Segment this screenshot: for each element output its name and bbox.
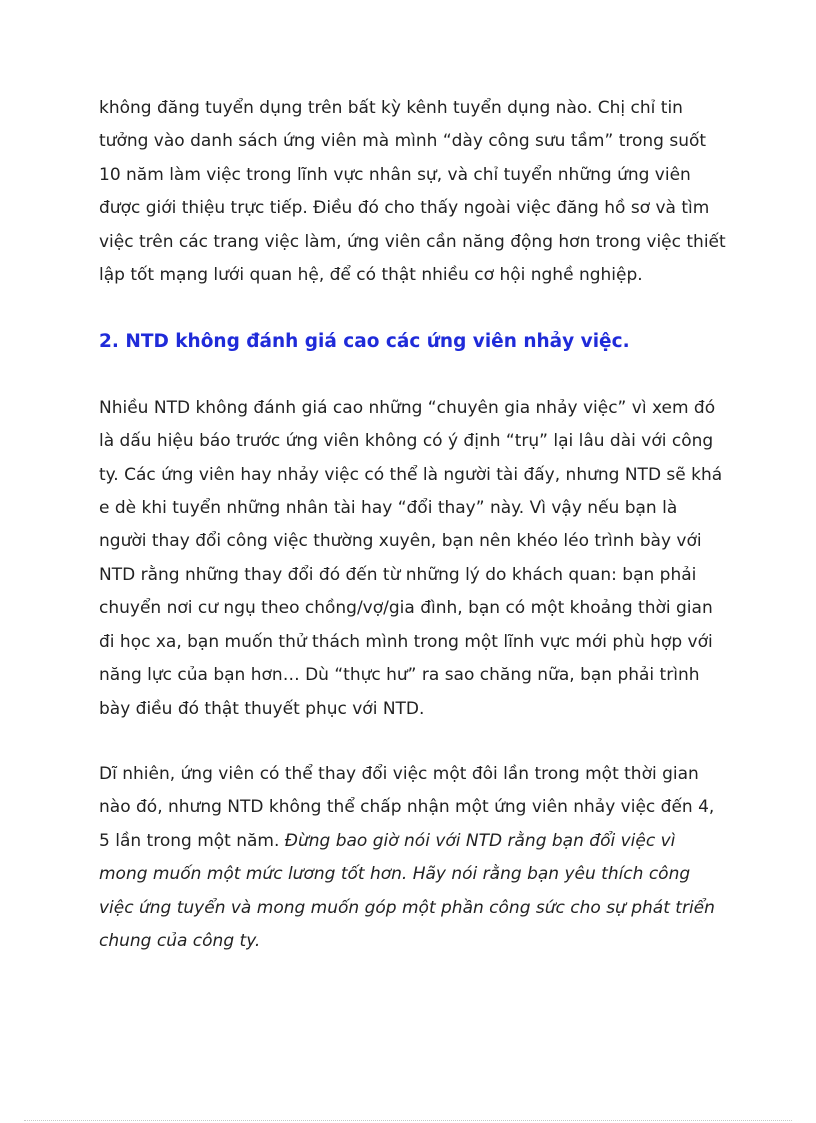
paragraph-spacer [99, 726, 729, 758]
paragraph-salary-advice [99, 758, 729, 958]
paragraph-spacer [99, 292, 729, 325]
paragraph-job-hopping-advice: Nhiều NTD không đánh giá cao những “chuyên gia nhảy việc” vì xem đó là dấu hiệu báo trước ứng viên không có ý định “trụ” lại lâu dài với công ty. Các ứng viên hay nhảy việc có thể là người tài đấy, nhưng NTD sẽ khá e dè khi tuyển những nhân tài hay “đổi thay” này. Vì vậy nếu bạn là người thay đổi công việc thường xuyên, bạn nên khéo léo trình bày với NTD rằng những thay đổi đó đến từ những lý do khách quan: bạn phải chuyển nơi cư ngụ theo chồng/vợ/gia đình, bạn có một khoảng thời gian đi học xa, bạn muốn thử thách mình trong một lĩnh vực mới phù hợp với năng lực của bạn hơn… Dù “thực hư” ra sao chăng nữa, bạn phải trình bày điều đó thật thuyết phục với NTD. [99, 397, 723, 719]
paragraph-salary-advice-italic: Đừng bao giờ nói với NTD rằng bạn đổi việc vì mong muốn một mức lương tốt hơn. Hãy nói rằng bạn yêu thích công việc ứng tuyển và mong muốn góp một phần công sức cho sự phát triển chung của công ty. [99, 830, 715, 951]
document-body [99, 92, 729, 958]
paragraph-salary-advice-regular: Dĩ nhiên, ứng viên có thể thay đổi việc một đôi lần trong một thời gian nào đó, nhưng NTD không thể chấp nhận một ứng viên nhảy việc đến 4, 5 lần trong một năm. [99, 763, 715, 851]
paragraph-hiring-referrals: không đăng tuyển dụng trên bất kỳ kênh tuyển dụng nào. Chị chỉ tin tưởng vào danh sách ứng viên mà mình “dày công sưu tầm” trong suốt 10 năm làm việc trong lĩnh vực nhân sự, và chỉ tuyển những ứng viên được giới thiệu trực tiếp. Điều đó cho thấy ngoài việc đăng hồ sơ và tìm việc trên các trang việc làm, ứng viên cần năng động hơn trong việc thiết lập tốt mạng lưới quan hệ, để có thật nhiều cơ hội nghề nghiệp. [99, 98, 726, 286]
paragraph-spacer [99, 359, 729, 392]
page-bottom-dotted-rule [24, 1120, 792, 1121]
section-heading-job-hopping: 2. NTD không đánh giá cao các ứng viên nhảy việc. [99, 331, 630, 353]
